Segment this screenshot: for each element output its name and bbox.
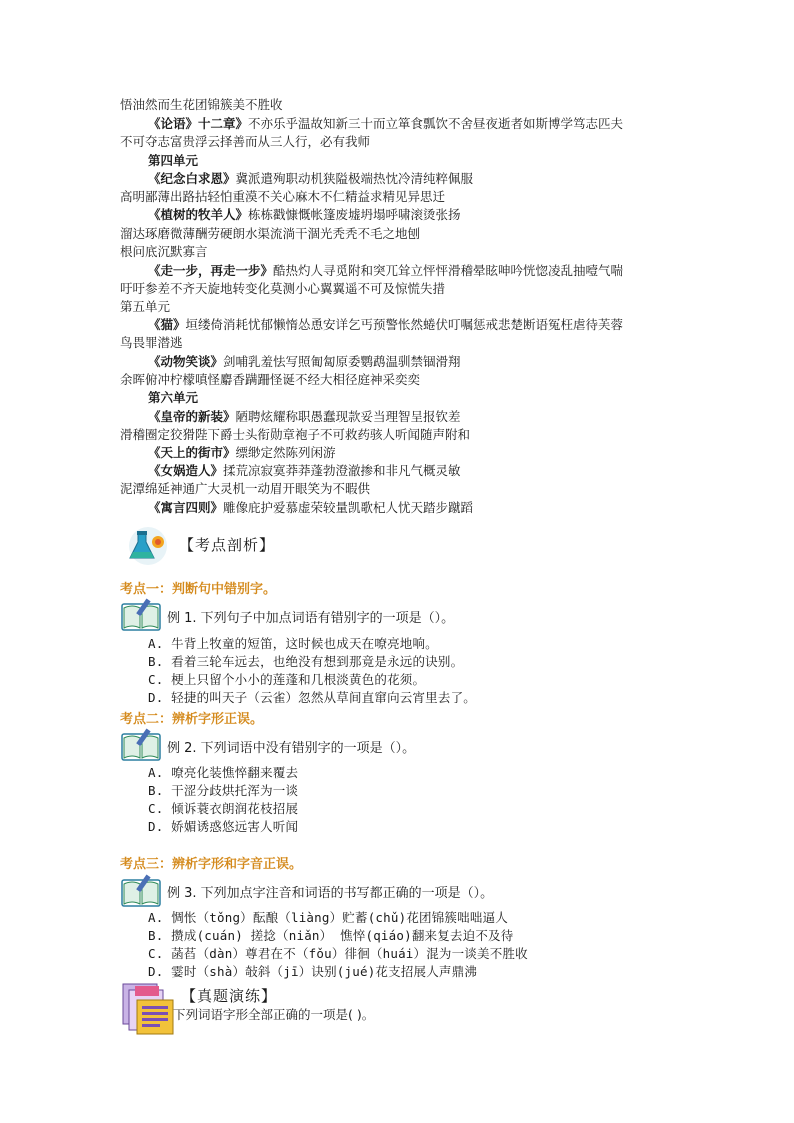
example-question: 例 1. 下列句子中加点词语有错别字的一项是（）。: [167, 611, 455, 626]
lesson-title: 《皇帝的新装》: [148, 409, 236, 424]
vocab-line: 泥潭绵延神通广大灵机一动眉开眼笑为不暇供: [120, 481, 371, 496]
lesson-title: 《植树的牧羊人》: [148, 207, 249, 222]
vocab-line: [148, 500, 794, 516]
option: C. 菡萏（dàn）尊君在不（fǒu）徘徊（huái）混为一谈美不胜收: [148, 946, 528, 961]
option: D. 轻捷的叫天子（云雀）忽然从草间直窜向云宵里去了。: [148, 690, 476, 705]
vocab-line: 根问底沉默寡言: [120, 244, 208, 259]
vocab-line: [148, 409, 794, 425]
flask-icon: [124, 522, 170, 566]
example-question: 例 2. 下列词语中没有错别字的一项是（）。: [167, 741, 416, 756]
book-pencil-icon: [121, 874, 161, 908]
section-heading: 【考点剖析】: [179, 536, 276, 554]
vocab-words: 揉荒凉寂寞莽莽蓬勃澄澈掺和非凡气概灵敏: [223, 463, 461, 478]
option: B. 攒成(cuán) 搓捻（niǎn） 憔悴(qiáo)翻来复去迫不及待: [148, 928, 514, 943]
vocab-line: [148, 171, 794, 187]
lesson-title: 《寓言四则》: [148, 500, 224, 515]
vocab-line: [148, 445, 794, 461]
vocab-line: 鸟畏罪潜逃: [120, 335, 183, 350]
lesson-title: 《论语》十二章》: [148, 116, 249, 131]
vocab-words: 陋聘炫耀称职愚蠢现款妥当理智呈报钦差: [235, 409, 461, 424]
book-pencil-icon: [121, 598, 161, 632]
point-title: 考点二：辨析字形正误。: [120, 712, 264, 727]
vocab-words: 剑哺乳羞怯写照匍匐原委鹦鹉温驯禁锢滑翔: [223, 354, 461, 369]
option: D. 霎时（shà）敧斜（jī）诀别(jué)花支招展人声鼎沸: [148, 964, 478, 979]
vocab-line: 高明鄙薄出路拈轻怕重漠不关心麻木不仁精益求精见异思迁: [120, 189, 446, 204]
point-title: 考点三：辨析字形和字音正误。: [120, 857, 303, 872]
vocab-line: [148, 463, 794, 479]
lesson-title: 《天上的街市》: [148, 445, 236, 460]
vocab-line: 余晖俯冲柠檬嗔怪麝香蹒跚怪诞不经大相径庭神采奕奕: [120, 372, 421, 387]
option: B. 看着三轮车远去，也绝没有想到那竟是永远的诀别。: [148, 654, 464, 669]
vocab-words: 雕像庇护爱慕虚荣较量凯歌杞人忧天踏步蹴蹈: [223, 500, 474, 515]
vocab-line: 悟油然而生花团锦簇美不胜收: [120, 97, 283, 112]
vocab-line: [148, 263, 794, 279]
unit-title: 第五单元: [120, 299, 171, 314]
option: A. 牛背上牧童的短笛，这时候也成天在嘹亮地响。: [148, 636, 438, 651]
example-question: 例 3. 下列加点字注音和词语的书写都正确的一项是（）。: [167, 886, 494, 901]
option: C. 倾诉蓑衣朗润花枝招展: [148, 801, 299, 816]
vocab-words: 冀派遣殉职动机狭隘极端热忱冷清纯粹佩服: [235, 171, 474, 186]
lesson-title: 《纪念白求恩》: [148, 171, 236, 186]
point-title: 考点一：判断句中错别字。: [120, 582, 277, 597]
vocab-line: 滑稽圈定狡猾陛下爵士头衔勋章袍子不可救药骇人听闻随声附和: [120, 427, 471, 442]
vocab-line: 不可夺志富贵浮云择善而从三人行，必有我师: [120, 134, 371, 149]
option: B. 干涩分歧烘托浑为一谈: [148, 783, 299, 798]
vocab-line: 溜达琢磨微薄酬劳硬朗水渠流淌干涸光秃秃不毛之地刨: [120, 226, 421, 241]
option: D. 娇媚诱惑悠远害人听闻: [148, 819, 299, 834]
lesson-title: 《动物笑谈》: [148, 354, 224, 369]
unit-title: 第六单元: [148, 390, 199, 405]
vocab-line: [148, 354, 794, 370]
book-pencil-icon: [121, 728, 161, 762]
practice-question: 下列词语字形全部正确的一项是( )。: [173, 1007, 375, 1022]
option: A. 嘹亮化装憔悴翻来覆去: [148, 765, 299, 780]
vocab-line: 吁吁参差不齐天旋地转变化莫测小心翼翼遥不可及惊慌失措: [120, 281, 446, 296]
documents-icon: [121, 980, 179, 1036]
vocab-words: 酷热灼人寻觅附和突兀耸立怦怦滑稽晕眩呻吟恍惚凌乱抽噎气喘: [273, 263, 624, 278]
vocab-words: 垣缕倚消耗忧郁懒惰怂恿安详乞丐预警怅然蜷伏叮嘱惩戒悲楚断语冤枉虐待芙蓉: [185, 317, 624, 332]
vocab-line: [148, 207, 794, 223]
lesson-title: 《走一步，再走一步》: [148, 263, 274, 278]
practice-heading: 【真题演练】: [181, 987, 278, 1005]
lesson-title: 《女娲造人》: [148, 463, 224, 478]
lesson-title: 《猫》: [148, 317, 186, 332]
unit-title: 第四单元: [148, 153, 199, 168]
option: C. 梗上只留个小小的莲蓬和几根淡黄色的花须。: [148, 672, 426, 687]
vocab-line: [148, 116, 794, 132]
vocab-words: 不亦乐乎温故知新三十而立箪食瓢饮不舍昼夜逝者如斯博学笃志匹夫: [248, 116, 624, 131]
vocab-line: [148, 317, 794, 333]
option: A. 惆怅（tǒng）酝酿（liàng）贮蓄(chǔ)花团锦簇咄咄逼人: [148, 910, 508, 925]
vocab-words: 缥缈定然陈列闲游: [235, 445, 336, 460]
vocab-words: 栋栋戳慷慨帐篷废墟坍塌呼啸滚烫张扬: [248, 207, 461, 222]
